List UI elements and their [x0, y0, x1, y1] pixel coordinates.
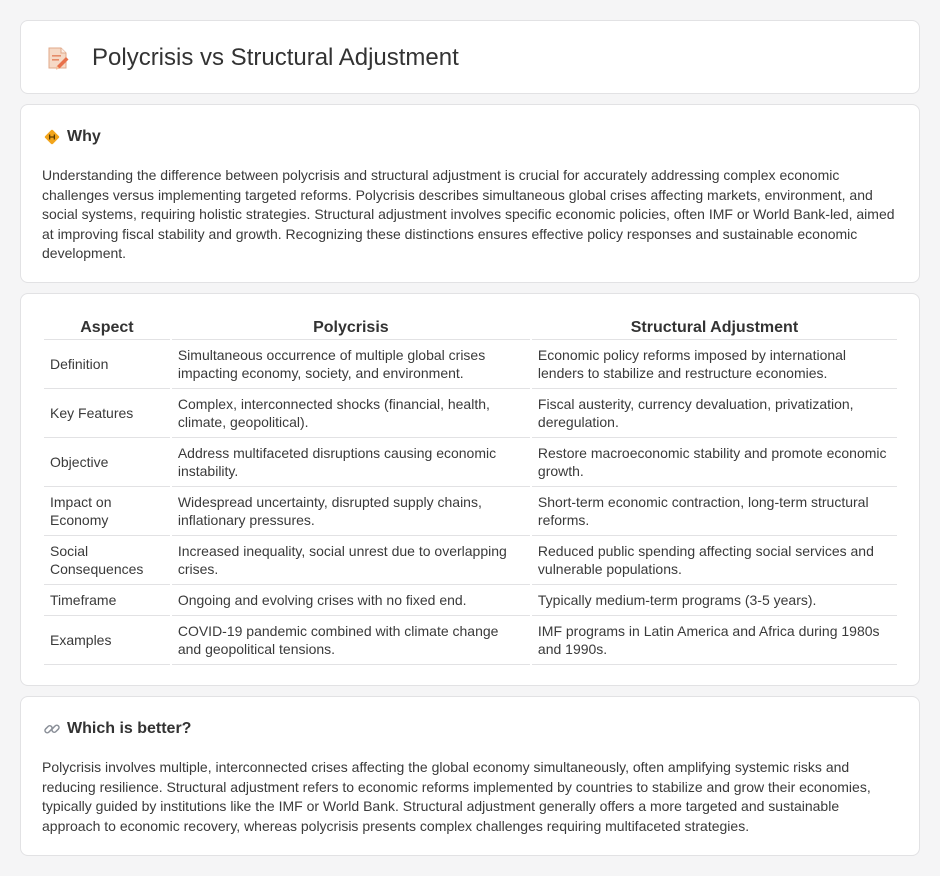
document-pencil-icon [45, 45, 71, 71]
table-header-row [44, 315, 897, 340]
which-is-better-card [20, 696, 920, 856]
better-heading-row [43, 719, 191, 739]
table-row [44, 340, 897, 389]
polycrisis-cell: Widespread uncertainty, disrupted supply chains, inflationary pressures. [172, 487, 530, 536]
structural-adjustment-cell: Fiscal austerity, currency devaluation, privatization, deregulation. [532, 389, 897, 438]
comparison-table-card [20, 293, 920, 686]
why-heading-row [43, 127, 101, 147]
structural-adjustment-cell: Economic policy reforms imposed by international lenders to stabilize and restructure economies. [532, 340, 897, 389]
link-icon [43, 720, 61, 738]
table-row [44, 438, 897, 487]
structural-adjustment-cell: Restore macroeconomic stability and promote economic growth. [532, 438, 897, 487]
aspect-cell: Objective [44, 438, 170, 487]
aspect-cell: Definition [44, 340, 170, 389]
structural-adjustment-cell: Typically medium-term programs (3-5 years). [532, 585, 897, 616]
table-row [44, 616, 897, 665]
column-header-structural-adjustment: Structural Adjustment [532, 315, 897, 340]
better-text: Polycrisis involves multiple, interconnected crises affecting the global economy simultaneously, often amplifying systemic risks and reducing resilience. Structural adjustment refers to economic reforms implemented by countries to stabilize and grow their economies, typically guided by institutions like the IMF or World Bank. Structural adjustment generally offers a more targeted and sustainable approach to economic recovery, whereas polycrisis presents complex challenges requiring multifaceted strategies. [42, 759, 871, 834]
polycrisis-cell: Address multifaceted disruptions causing economic instability. [172, 438, 530, 487]
table-row [44, 536, 897, 585]
polycrisis-cell: COVID-19 pandemic combined with climate change and geopolitical tensions. [172, 616, 530, 665]
polycrisis-cell: Ongoing and evolving crises with no fixed end. [172, 585, 530, 616]
aspect-cell: Timeframe [44, 585, 170, 616]
polycrisis-cell: Complex, interconnected shocks (financial, health, climate, geopolitical). [172, 389, 530, 438]
header-card [20, 20, 920, 94]
warning-sign-icon [43, 128, 61, 146]
table-row [44, 487, 897, 536]
polycrisis-cell: Increased inequality, social unrest due to overlapping crises. [172, 536, 530, 585]
why-text: Understanding the difference between polycrisis and structural adjustment is crucial for accurately addressing complex economic challenges versus implementing targeted reforms. Polycrisis describes simultaneous global crises affecting markets, environment, and social systems, requiring holistic strategies. Structural adjustment involves specific economic policies, often IMF or World Bank-led, aimed at improving fiscal stability and growth. Recognizing these distinctions ensures effective policy responses and sustainable economic development. [42, 167, 895, 262]
structural-adjustment-cell: Reduced public spending affecting social services and vulnerable populations. [532, 536, 897, 585]
polycrisis-cell: Simultaneous occurrence of multiple global crises impacting economy, society, and environment. [172, 340, 530, 389]
table-row [44, 585, 897, 616]
why-heading: Why [67, 128, 101, 145]
comparison-table [42, 315, 899, 665]
aspect-cell: Examples [44, 616, 170, 665]
aspect-cell: Impact on Economy [44, 487, 170, 536]
column-header-polycrisis: Polycrisis [172, 315, 530, 340]
better-heading: Which is better? [67, 720, 192, 737]
aspect-cell: Key Features [44, 389, 170, 438]
structural-adjustment-cell: Short-term economic contraction, long-term structural reforms. [532, 487, 897, 536]
table-row [44, 389, 897, 438]
column-header-aspect: Aspect [44, 315, 170, 340]
page-title: Polycrisis vs Structural Adjustment [92, 44, 459, 71]
aspect-cell: Social Consequences [44, 536, 170, 585]
structural-adjustment-cell: IMF programs in Latin America and Africa during 1980s and 1990s. [532, 616, 897, 665]
why-card [20, 104, 920, 283]
